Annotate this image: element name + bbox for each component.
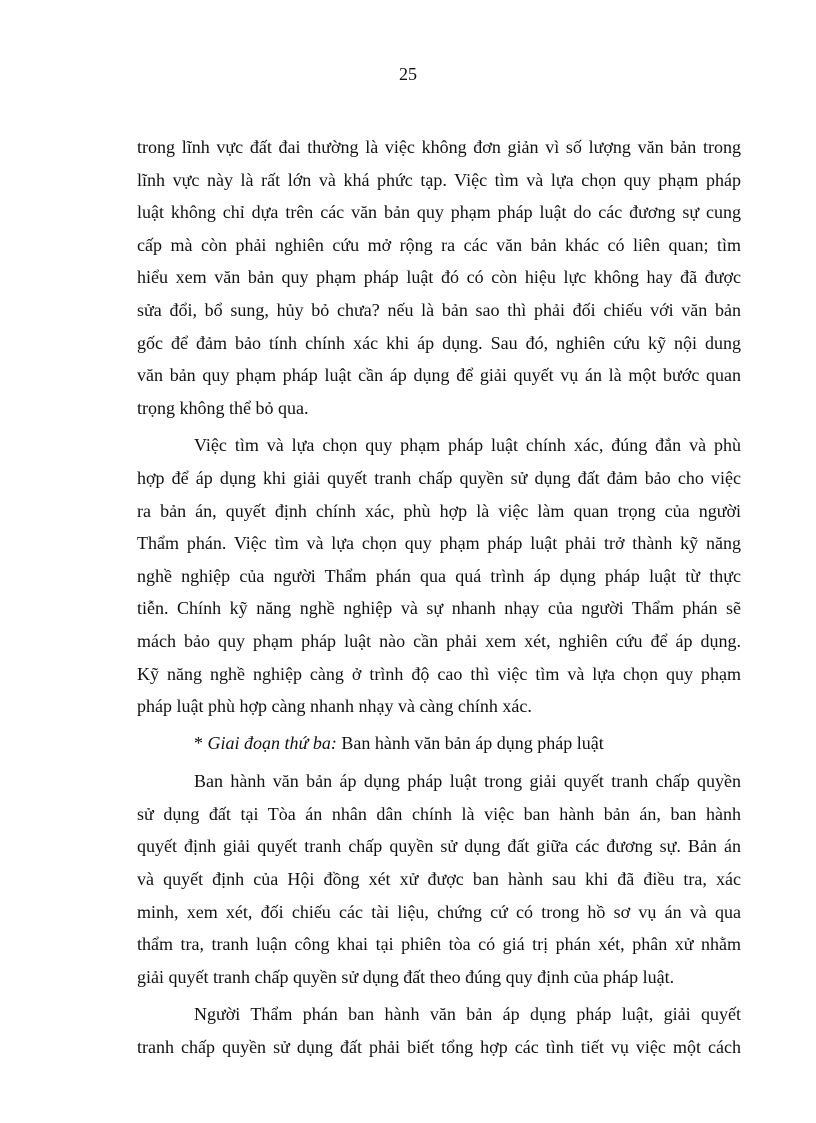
text-line: sửa đổi, bổ sung, hủy bỏ chưa? nếu là bản sao thì phải đối chiếu với văn bản [137,299,741,320]
text-line: thẩm tra, tranh luận công khai tại phiên tòa có giá trị phán xét, phân xử nhằm [137,934,741,955]
text-line: ra bản án, quyết định chính xác, phù hợp là việc làm quan trọng của người [137,500,741,521]
paragraph-1 [137,131,741,424]
text-line: hợp để áp dụng khi giải quyết tranh chấp quyền sử dụng đất đảm bảo cho việc [137,467,741,488]
text-line: trong lĩnh vực đất đai thường là việc không đơn giản vì số lượng văn bản trong [137,137,741,157]
text-line: trọng không thể bỏ qua. [137,397,309,418]
text-line: mách bảo quy phạm pháp luật nào cần phải xem xét, nghiên cứu để áp dụng. [137,630,741,651]
page-number: 25 [399,64,417,84]
text-line: Kỹ năng nghề nghiệp càng ở trình độ cao thì việc tìm và lựa chọn quy phạm [137,663,741,684]
text-line: gốc để đảm bảo tính chính xác khi áp dụng. Sau đó, nghiên cứu kỹ nội dung [137,332,741,353]
text-line: Thẩm phán. Việc tìm và lựa chọn quy phạm pháp luật phải trở thành kỹ năng [137,533,741,554]
text-line: văn bản quy phạm pháp luật cần áp dụng để giải quyết vụ án là một bước quan [137,365,741,386]
heading-text: Ban hành văn bản áp dụng pháp luật [336,732,604,753]
text-line: quyết định giải quyết tranh chấp quyền sử dụng đất giữa các đương sự. Bản án [137,836,741,857]
text-line: Người Thẩm phán ban hành văn bản áp dụng pháp luật, giải quyết [194,1004,741,1025]
text-line: giải quyết tranh chấp quyền sử dụng đất theo đúng quy định của pháp luật. [137,966,675,987]
text-line: Ban hành văn bản áp dụng pháp luật trong giải quyết tranh chấp quyền [194,771,741,792]
heading-bullet: * [194,732,208,753]
text-line: tiễn. Chính kỹ năng nghề nghiệp và sự nhanh nhạy của người Thẩm phán sẽ [137,598,741,619]
text-line: hiểu xem văn bản quy phạm pháp luật đó có còn hiệu lực không hay đã được [137,267,741,288]
text-line: sử dụng đất tại Tòa án nhân dân chính là việc ban hành bản án, ban hành [137,803,741,824]
text-line: pháp luật phù hợp càng nhanh nhạy và càng chính xác. [137,696,532,717]
paragraph-2 [137,429,741,722]
text-line: Việc tìm và lựa chọn quy phạm pháp luật chính xác, đúng đắn và phù [194,435,741,456]
document-body [137,131,741,1064]
section-heading [137,727,741,760]
text-line: luật không chỉ dựa trên các văn bản quy phạm pháp luật do các đương sự cung [137,202,741,223]
text-line: và quyết định của Hội đồng xét xử được ban hành sau khi đã điều tra, xác [137,869,741,890]
text-line: nghề nghiệp của người Thẩm phán qua quá trình áp dụng pháp luật từ thực [137,565,741,586]
text-line: cấp mà còn phải nghiên cứu mở rộng ra các văn bản khác có liên quan; tìm [137,234,741,255]
text-line: minh, xem xét, đối chiếu các tài liệu, chứng cứ có trong hồ sơ vụ án và qua [137,901,741,922]
text-line: lĩnh vực này là rất lớn và khá phức tạp. Việc tìm và lựa chọn quy phạm pháp [137,169,741,190]
paragraph-4 [137,998,741,1063]
heading-line [137,727,741,760]
text-line: tranh chấp quyền sử dụng đất phải biết tổng hợp các tình tiết vụ việc một cách [137,1037,741,1058]
heading-label: Giai đoạn thứ ba: [207,732,337,753]
paragraph-3 [137,765,741,993]
